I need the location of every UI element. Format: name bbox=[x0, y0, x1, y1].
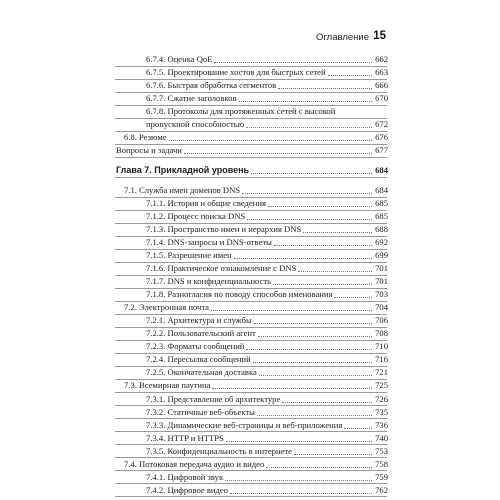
dot-leader bbox=[211, 310, 372, 311]
toc-entry-page: 662 bbox=[375, 54, 388, 64]
dot-leader bbox=[344, 428, 372, 429]
toc-entry-page: 688 bbox=[375, 224, 388, 235]
toc-entry-title: 7.1.8. Разногласия по поводу способов именования bbox=[146, 289, 333, 300]
dot-leader bbox=[214, 62, 372, 63]
dot-leader bbox=[212, 388, 372, 389]
dot-leader bbox=[298, 271, 372, 272]
dot-leader bbox=[234, 258, 372, 259]
toc-entry-page: 726 bbox=[375, 393, 388, 404]
dot-leader bbox=[266, 467, 372, 468]
toc-entry-title: 7.4.2. Цифровое видео bbox=[146, 484, 228, 495]
dot-leader bbox=[251, 173, 372, 174]
dot-leader bbox=[253, 362, 372, 363]
toc-entry-title: 7.2.4. Пересылка сообщений bbox=[146, 354, 251, 365]
dot-leader bbox=[230, 493, 372, 494]
toc-entry-page: 716 bbox=[375, 354, 388, 365]
toc-entry-title: пропускной способностью bbox=[146, 119, 245, 130]
toc-entry-title: 7.2.1. Архитектура и службы bbox=[146, 315, 252, 326]
toc-entry-page: 708 bbox=[375, 328, 388, 339]
toc-entry-title: 7.3.1. Представление об архитектуре bbox=[146, 393, 281, 404]
toc-entry-page: 735 bbox=[375, 406, 388, 417]
toc-entry-title: 6.7.7. Сжатие заголовков bbox=[146, 93, 237, 104]
toc-entry-title: 7.1.7. DNS и конфиденциальность bbox=[146, 276, 272, 287]
toc-entry-title: 6.7.6. Быстрая обработка сегментов bbox=[146, 80, 277, 91]
toc-entry-title: Глава 7. Прикладной уровень bbox=[116, 165, 250, 176]
toc-entry-page: 676 bbox=[375, 132, 388, 143]
toc-entry-title: 6.8. Резюме bbox=[124, 132, 167, 143]
page-number: 15 bbox=[373, 30, 386, 42]
toc-entry-title: 7.2.3. Форматы сообщений bbox=[146, 341, 245, 352]
running-header-section: Оглавление bbox=[316, 32, 369, 43]
toc-entry-page: 666 bbox=[375, 80, 388, 91]
toc-entry-page: 759 bbox=[375, 471, 388, 482]
toc-entry-title: 6.7.5. Проектирование хостов для быстрых сетей bbox=[146, 67, 326, 78]
toc-entry-title: 7.2.5. Окончательная доставка bbox=[146, 367, 257, 378]
toc-entry-title: 6.7.4. Оценка QoE bbox=[146, 54, 213, 64]
dot-leader bbox=[258, 336, 372, 337]
toc-entry-title: 7.3. Всемирная паутина bbox=[124, 380, 211, 391]
toc-entry-title: 6.7.8. Протоколы для протяженных сетей с высокой bbox=[146, 106, 336, 117]
toc-entry-title: 7.2. Электронная почта bbox=[124, 302, 210, 313]
dot-leader bbox=[226, 441, 372, 442]
toc-entry-title: 7.1.6. Практическое ознакомление с DNS bbox=[146, 263, 297, 274]
toc-entry-page: 701 bbox=[375, 263, 388, 274]
toc-entry-title: 7.1. Служба имен доменов DNS bbox=[124, 185, 241, 196]
dot-leader bbox=[278, 88, 372, 89]
dot-leader bbox=[246, 127, 372, 128]
toc-entry-title: 7.1.4. DNS-запросы и DNS-ответы bbox=[146, 237, 272, 248]
dot-leader bbox=[254, 323, 372, 324]
dot-leader bbox=[247, 219, 372, 220]
dot-leader bbox=[328, 75, 372, 76]
toc-entry-page: 701 bbox=[375, 276, 388, 287]
toc-entry-title: 7.1.3. Пространство имен и иерархия DNS bbox=[146, 224, 302, 235]
dot-leader bbox=[242, 193, 372, 194]
toc-entry-page: 692 bbox=[375, 237, 388, 248]
toc-entry-title: 7.4. Потоковая передача аудио и видео bbox=[124, 458, 265, 469]
toc-entry-title: 7.3.2. Статичные веб-объекты bbox=[146, 406, 255, 417]
dot-leader bbox=[294, 454, 372, 455]
toc-entry-page: 670 bbox=[375, 93, 388, 104]
toc-entry-page: 677 bbox=[375, 145, 388, 156]
toc-entry-page: 753 bbox=[375, 445, 388, 456]
toc-entry-page: 762 bbox=[375, 484, 388, 495]
dot-leader bbox=[282, 402, 372, 403]
toc-entry-title: Вопросы и задачи bbox=[116, 145, 182, 156]
dot-leader bbox=[169, 140, 372, 141]
toc-entry-page: 706 bbox=[375, 315, 388, 326]
dot-leader bbox=[239, 101, 373, 102]
toc-entry-title: 7.4.1. Цифровой звук bbox=[146, 471, 224, 482]
dot-leader bbox=[257, 415, 372, 416]
toc-entry-title: 7.2.2. Пользовательский агент bbox=[146, 328, 256, 339]
toc-entry-page: 684 bbox=[375, 165, 388, 176]
dot-leader bbox=[274, 245, 372, 246]
row-divider bbox=[115, 496, 387, 497]
toc-entry-page: 685 bbox=[375, 198, 388, 209]
toc-entry-title: 7.3.4. HTTP и HTTPS bbox=[146, 432, 224, 443]
toc-entry-page: 704 bbox=[375, 302, 388, 313]
toc-entry-page: 663 bbox=[375, 67, 388, 78]
toc-entry-page: 684 bbox=[375, 185, 388, 196]
dot-leader bbox=[268, 206, 372, 207]
toc-entry-page: 721 bbox=[375, 367, 388, 378]
toc-entry-title: 7.1.1. История и общие сведения bbox=[146, 198, 266, 209]
row-divider bbox=[115, 157, 387, 158]
dot-leader bbox=[246, 349, 372, 350]
toc-entry-title: 7.1.5. Разрешение имен bbox=[146, 250, 232, 261]
toc-entry-page: 740 bbox=[375, 432, 388, 443]
dot-leader bbox=[184, 153, 372, 154]
toc-entry-page: 685 bbox=[375, 211, 388, 222]
dot-leader bbox=[303, 232, 372, 233]
dot-leader bbox=[334, 297, 372, 298]
running-header bbox=[0, 30, 500, 46]
toc-entry-title: 7.3.5. Конфиденциальность в интернете bbox=[146, 445, 292, 456]
toc-entry-page: 672 bbox=[375, 119, 388, 130]
toc-entry-title: 7.3.3. Динамические веб-страницы и веб-приложения bbox=[146, 419, 343, 430]
toc-entry-page: 710 bbox=[375, 341, 388, 352]
dot-leader bbox=[259, 375, 372, 376]
toc-entry-page: 703 bbox=[375, 289, 388, 300]
row-divider bbox=[115, 177, 387, 178]
toc-entry-page: 699 bbox=[375, 250, 388, 261]
dot-leader bbox=[273, 284, 372, 285]
toc-entry-page: 725 bbox=[375, 380, 388, 391]
dot-leader bbox=[225, 480, 372, 481]
toc-entry-page: 736 bbox=[375, 419, 388, 430]
toc-entry-page: 758 bbox=[375, 458, 388, 469]
toc-entry-title: 7.1.2. Процесс поиска DNS bbox=[146, 211, 246, 222]
